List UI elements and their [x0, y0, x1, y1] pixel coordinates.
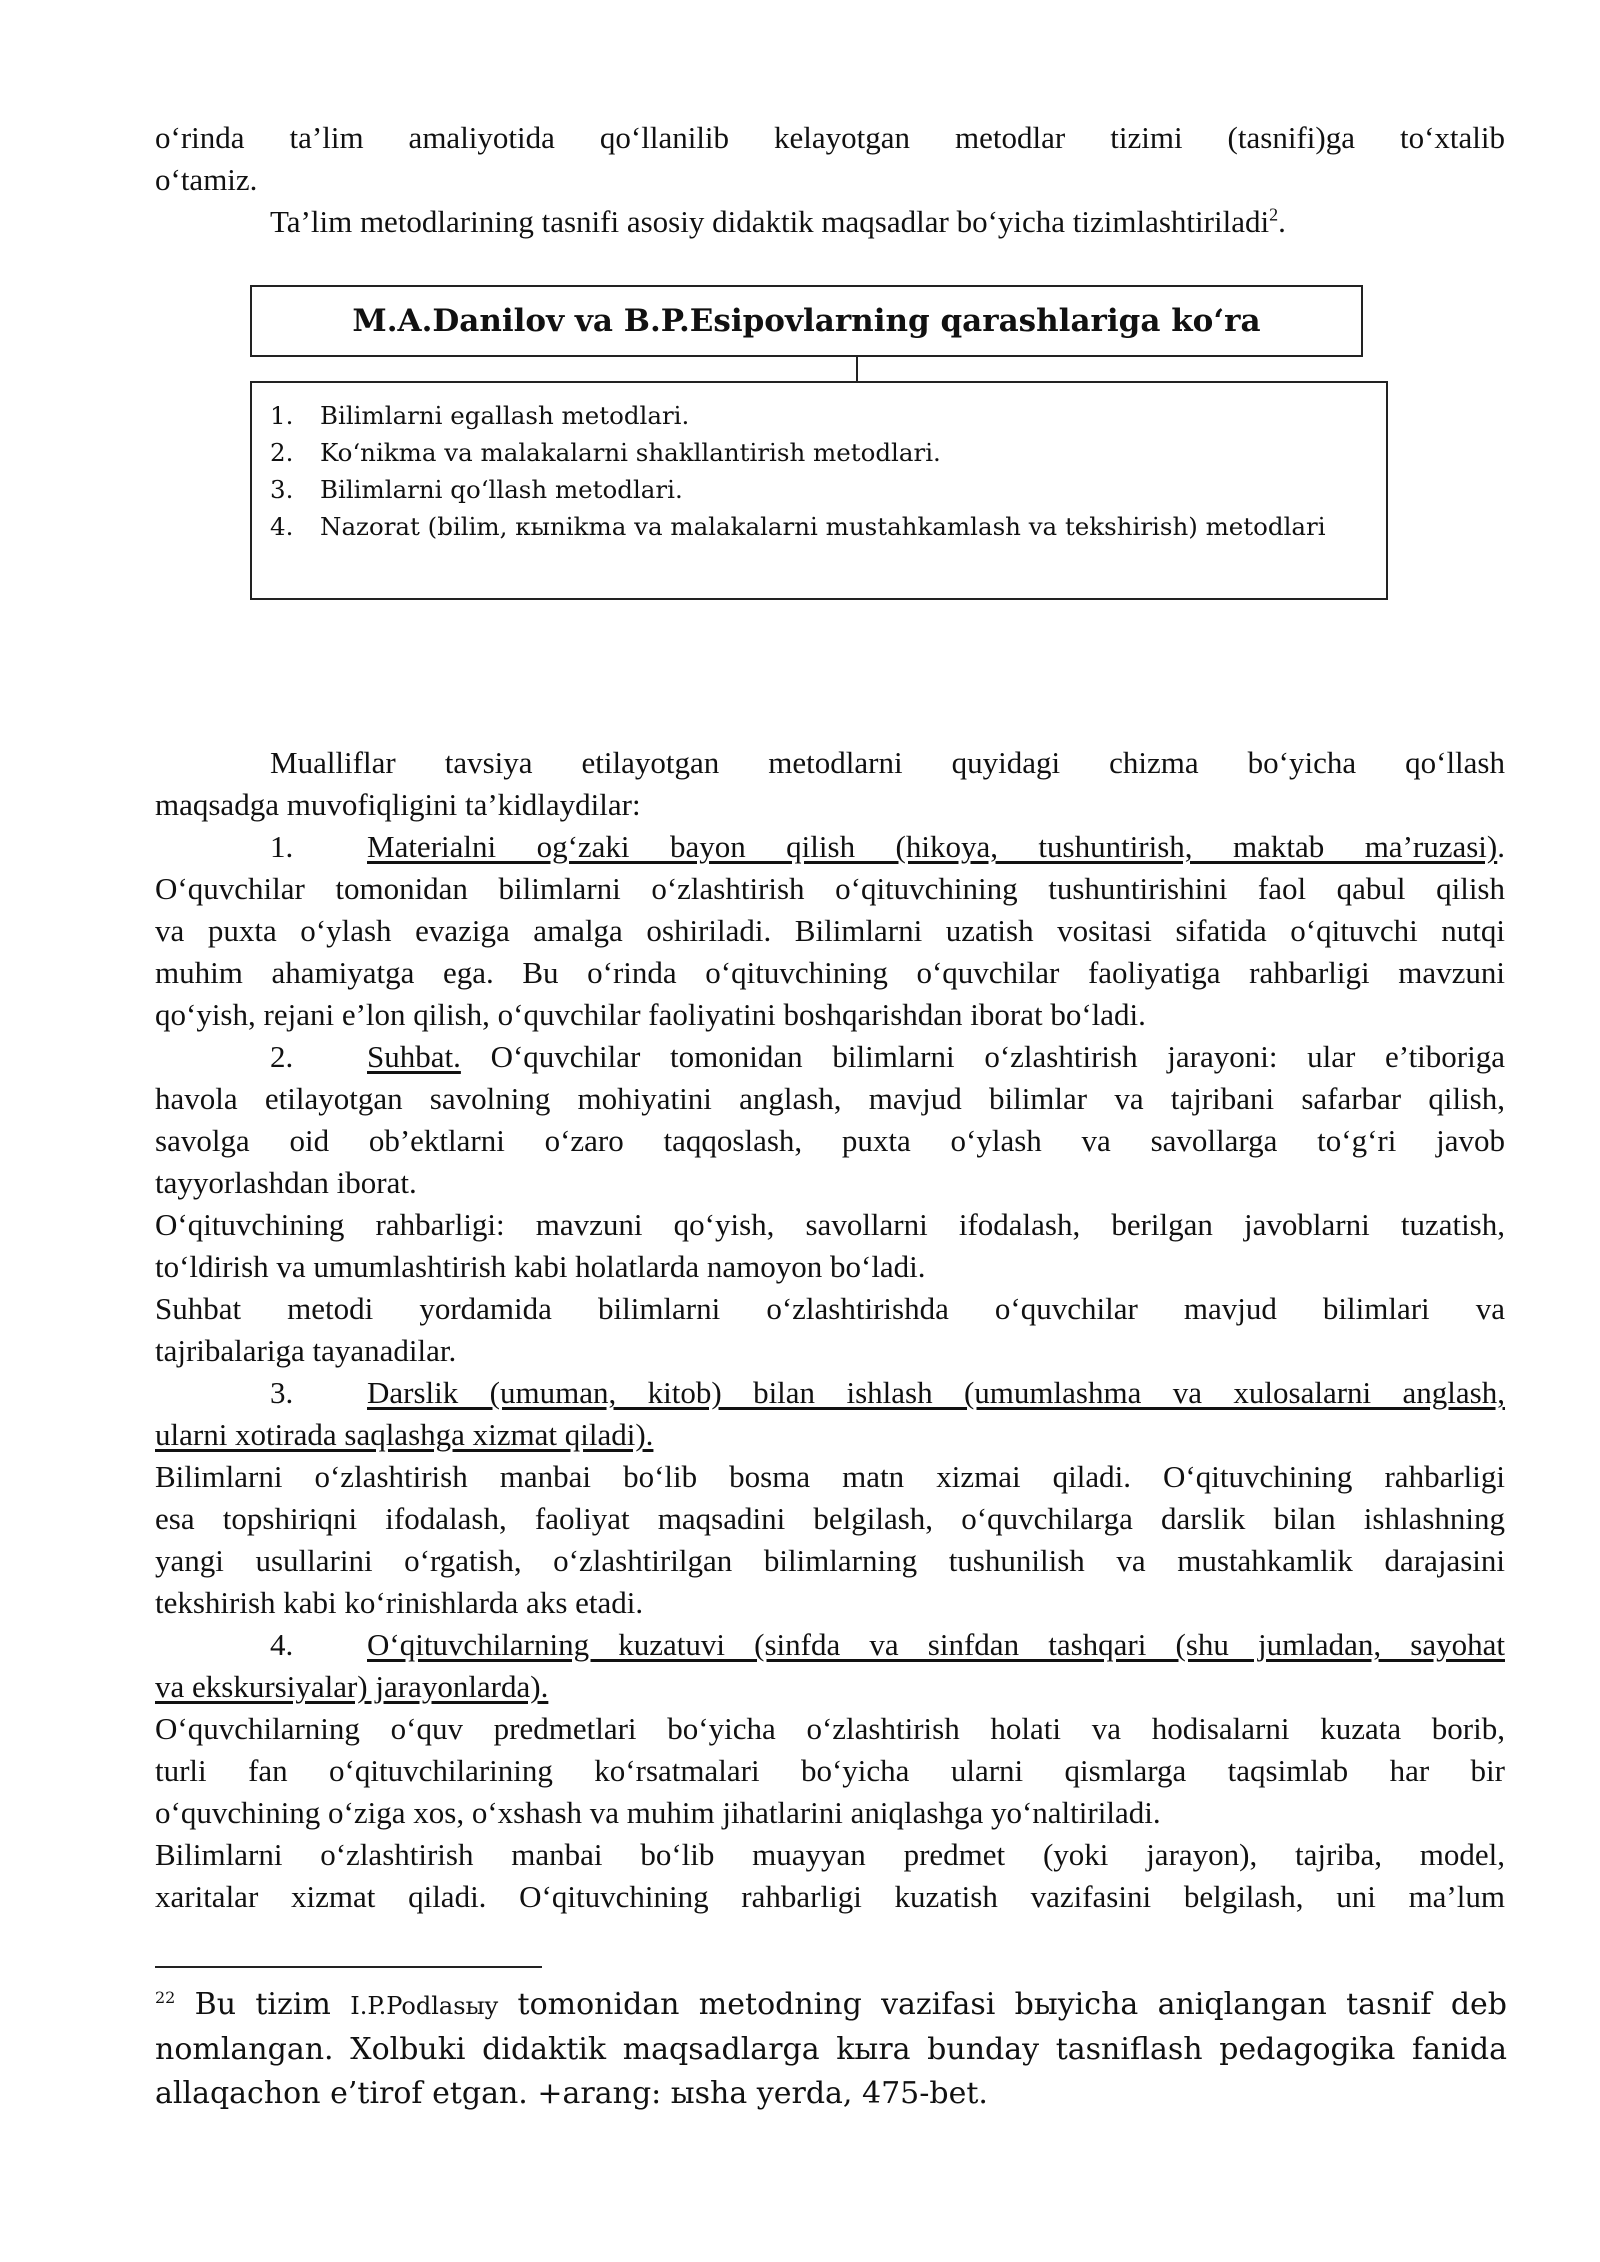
s4-line-5: xaritalar xizmat qiladi. O‘qituvchining rahbarligi kuzatish vazifasini belgilash, uni ma’lum: [155, 1879, 1505, 1914]
s1-line-1: O‘quvchilar tomonidan bilimlarni o‘zlashtirish o‘qituvchining tushuntirishini faol qabul qilish: [155, 871, 1505, 906]
p1-line-1: Mualliflar tavsiya etilayotgan metodlarni quyidagi chizma bo‘yicha qo‘llash: [270, 745, 1505, 780]
footnote-line-3: allaqachon e’tirof etgan. +arang: ыsha yerda, 475-bet.: [155, 2076, 988, 2111]
intro-line-3-end: .: [1278, 204, 1286, 239]
diagram-item-number: 2.: [270, 438, 294, 467]
s2-line-5: to‘ldirish va umumlashtirish kabi holatlarda namoyon bo‘ladi.: [155, 1249, 926, 1284]
s4-line-4: Bilimlarni o‘zlashtirish manbai bo‘lib muayyan predmet (yoki jarayon), tajriba, model,: [155, 1837, 1505, 1872]
diagram-item-number: 4.: [270, 512, 294, 541]
footnote-separator: [155, 1966, 542, 1968]
s2-line-3: tayyorlashdan iborat.: [155, 1165, 417, 1200]
section-3-title-text-2: ularni xotirada saqlashga xizmat qiladi).: [155, 1417, 654, 1452]
s3-line-2: esa topshiriqni ifodalash, faoliyat maqsadini belgilash, o‘quvchilarga darslik bilan ishlashning: [155, 1501, 1505, 1536]
diagram-item-text: Bilimlarni egallash metodlari.: [320, 401, 690, 430]
footnote-line-2: nomlangan. Xolbuki didaktik maqsadlarga kыra bunday tasniflash pedagogika fanida: [155, 2032, 1507, 2067]
section-4-title-line-2: [155, 1666, 1505, 1708]
diagram-heading-box: [250, 285, 1363, 357]
s2-line-2: savolga oid ob’ektlarni o‘zaro taqqoslash, puxta o‘ylash va savollarga to‘g‘ri javob: [155, 1123, 1505, 1158]
s4-line-2: turli fan o‘qituvchilarining ko‘rsatmalari bo‘yicha ularni qismlarga taqsimlab har bir: [155, 1753, 1505, 1788]
footnote-number: 22: [155, 1988, 176, 2007]
s1-line-3: muhim ahamiyatga ega. Bu o‘rinda o‘qituvchining o‘quvchilar faoliyatiga rahbarligi mavzuni: [155, 955, 1505, 990]
section-4-title-text-2: va ekskursiyalar) jarayonlarda).: [155, 1669, 549, 1704]
section-4-title: [155, 1624, 1505, 1666]
p1-line-2: maqsadga muvofiqligini ta’kidlaydilar:: [155, 787, 641, 822]
main-text: [155, 742, 1505, 1918]
footnote-line-1: [155, 1983, 1507, 2028]
section-3-title-line-2: [155, 1414, 1505, 1456]
section-1-title-text: Materialni og‘zaki bayon qilish (hikoya, tushuntirish, maktab ma’ruzasi): [367, 829, 1498, 864]
intro-line-3: [155, 201, 1505, 243]
diagram-list-item: [270, 508, 1386, 545]
diagram-item-text: Bilimlarni qo‘llash metodlari.: [320, 475, 683, 504]
diagram-item-number: 3.: [270, 475, 294, 504]
diagram-list-item: [270, 434, 1386, 471]
diagram-item-number: 1.: [270, 401, 294, 430]
section-2-number: 2.: [270, 1039, 294, 1074]
section-1-title-end: .: [1497, 829, 1505, 864]
s4-line-3: o‘quvchining o‘ziga xos, o‘xshash va muhim jihatlarini aniqlashga yo‘naltiriladi.: [155, 1795, 1161, 1830]
footnote-line-1-b: tomonidan metodning vazifasi bыyicha aniqlangan tasnif deb: [498, 1987, 1507, 2022]
s2-line-1: havola etilayotgan savolning mohiyatini anglash, mavjud bilimlar va tajribani safarbar qilish,: [155, 1081, 1505, 1116]
footnote-author: I.P.Podlasыy: [350, 1992, 499, 2020]
section-1-title: [155, 826, 1505, 868]
section-4-title-text: O‘qituvchilarning kuzatuvi (sinfda va sinfdan tashqari (shu jumladan, sayohat: [367, 1627, 1505, 1662]
footnote-line-1-a: Bu tizim: [175, 1987, 351, 2022]
s2-line-7: tajribalariga tayanadilar.: [155, 1333, 457, 1368]
s1-line-4: qo‘yish, rejani e’lon qilish, o‘quvchilar faoliyatini boshqarishdan iborat bo‘ladi.: [155, 997, 1146, 1032]
intro-line-3-text: Ta’lim metodlarining tasnifi asosiy didaktik maqsadlar bo‘yicha tizimlashtiriladi: [270, 204, 1270, 239]
section-3-title: [155, 1372, 1505, 1414]
section-2-title: [155, 1036, 1505, 1078]
diagram-connector: [856, 357, 858, 381]
section-4-number: 4.: [270, 1627, 294, 1662]
section-2-rest: O‘quvchilar tomonidan bilimlarni o‘zlashtirish jarayoni: ular e’tiboriga: [460, 1039, 1505, 1074]
section-3-number: 3.: [270, 1375, 294, 1410]
diagram-heading: M.A.Danilov va B.P.Esipovlarning qarashlariga ko‘ra: [352, 303, 1261, 339]
diagram-list-item: [270, 397, 1386, 434]
s3-line-3: yangi usullarini o‘rgatish, o‘zlashtirilgan bilimlarning tushunilish va mustahkamlik darajasini: [155, 1543, 1505, 1578]
s2-line-4: O‘qituvchining rahbarligi: mavzuni qo‘yish, savollarni ifodalash, berilgan javoblarni tuzatish,: [155, 1207, 1505, 1242]
diagram-item-text: Nazorat (bilim, кыnikma va malakalarni mustahkamlash va tekshirish) metodlari: [320, 512, 1326, 541]
s1-line-2: va puxta o‘ylash evaziga amalga oshiriladi. Bilimlarni uzatish vositasi sifatida o‘qituvchi nutqi: [155, 913, 1505, 948]
section-2-title-text: Suhbat.: [367, 1039, 461, 1074]
section-3-title-text: Darslik (umuman, kitob) bilan ishlash (umumlashma va xulosalarni anglash,: [367, 1375, 1505, 1410]
footnote: [155, 1983, 1507, 2116]
intro-line-1: o‘rinda ta’lim amaliyotida qo‘llanilib kelayotgan metodlar tizimi (tasnifi)ga to‘xtalib: [155, 120, 1505, 155]
diagram-list-box: [250, 381, 1388, 600]
s3-line-1: Bilimlarni o‘zlashtirish manbai bo‘lib bosma matn xizmai qiladi. O‘qituvchining rahbarligi: [155, 1459, 1505, 1494]
intro-line-2: o‘tamiz.: [155, 162, 258, 197]
s2-line-6: Suhbat metodi yordamida bilimlarni o‘zlashtirishda o‘quvchilar mavjud bilimlari va: [155, 1291, 1505, 1326]
section-1-number: 1.: [270, 829, 294, 864]
s3-line-4: tekshirish kabi ko‘rinishlarda aks etadi.: [155, 1585, 644, 1620]
diagram-list-item: [270, 471, 1386, 508]
footnote-marker: 2: [1269, 204, 1279, 225]
intro-paragraph: [155, 117, 1505, 243]
s4-line-1: O‘quvchilarning o‘quv predmetlari bo‘yicha o‘zlashtirish holati va hodisalarni kuzata borib,: [155, 1711, 1505, 1746]
diagram-item-text: Ko‘nikma va malakalarni shakllantirish metodlari.: [320, 438, 941, 467]
